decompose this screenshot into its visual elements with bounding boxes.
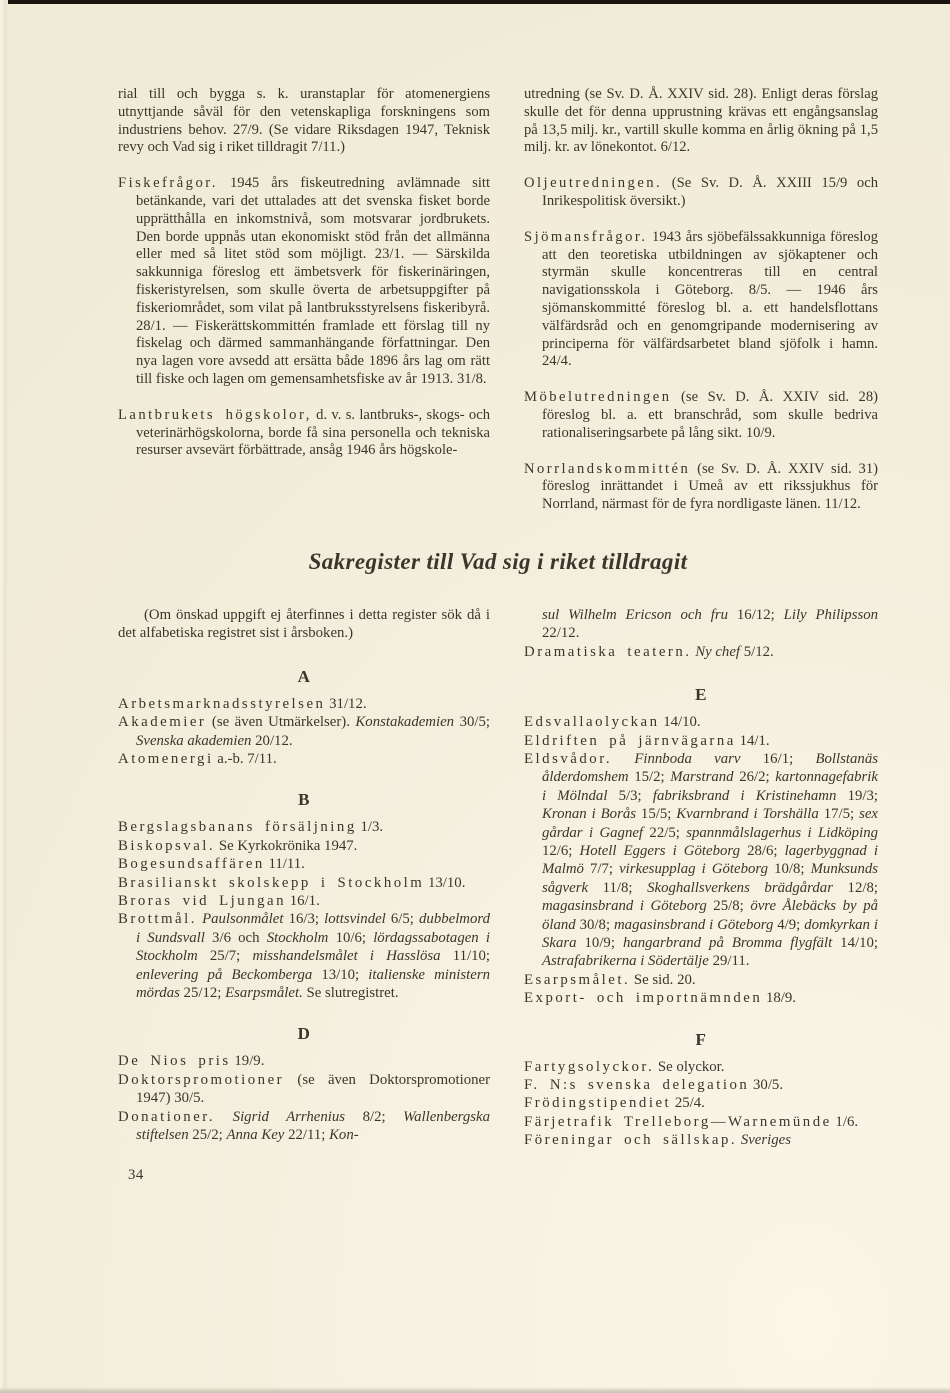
index-entry-dramatiska-teatern: Dramatiska teatern. Ny chef 5/12. (524, 643, 774, 660)
index-entry-eldsvador: Eldsvådor. Finnboda varv 16/1; Bollstanäs ålderdomshem 15/2; Marstrand 26/2; kartonnagefabrik i Mölndal 5/3; fabriksbrand i Kristinehamn 19/3; Kronan i Borås 15/5; Kvarnbrand i Torshälla 17/5; sex gårdar i Gagnef 22/5; spannmålslagerhus i Lidköping 12/6; Hotell Eggers i Göteborg 28/6; lagerbyggnad i Malmö 7/7; virkesupplag i Göteborg 10/8; Munksunds sågverk 11/8; Skoghallsverkens brädgårdar 12/8; magasinsbrand i Göteborg 25/8; övre Ålebäcks by på öland 30/8; magasinsbrand i Göteborg 4/9; domkyrkan i Skara 10/9; hangarbrand på Bromma flygfält 14/10; Astrafabrikerna i Södertälje 29/11. (524, 750, 878, 970)
index-entry-atomenergi: Atomenergi a.-b. 7/11. (118, 750, 277, 767)
index-entry-edsvallaolyckan: Edsvallaolyckan 14/10. (524, 714, 701, 731)
section-letter-d: D (297, 1024, 311, 1044)
index-entry-akademier: Akademier (se även Utmärkelser). Konstakademien 30/5; Svenska akademien 20/12. (118, 714, 490, 749)
continuation-paragraph: utredning (se Sv. D. Å. XXIV sid. 28). Enligt deras förslag skulle det för denna upprustning krävas ett engångsanslag på 13,5 milj. kr., vartill skulle komma en årlig ökning på 1,5 milj. kr. av lönekontot. 6/12. (524, 86, 878, 156)
section-letter-b: B (298, 790, 310, 810)
index-entry-fartygsolyckor: Fartygsolyckor. Se olyckor. (524, 1058, 725, 1075)
index-entry-de-nios-pris: De Nios pris 19/9. (118, 1053, 265, 1070)
index-entry-frodingstipendiet: Frödingstipendiet 25/4. (524, 1095, 705, 1112)
index-entry-doktorspromotioner: Doktorspromotioner (se även Doktorspromotioner 1947) 30/5. (118, 1071, 490, 1107)
index-right-column (524, 606, 878, 1185)
index-entry-biskopsval: Biskopsval. Se Kyrkokrönika 1947. (118, 837, 358, 854)
register-note: (Om önskad uppgift ej återfinnes i detta register sök då i det alfabetiska registret sist i årsboken.) (118, 606, 490, 642)
entry-sjomansfragor: Sjömansfrågor. 1943 års sjöbefälssakkunniga föreslog att den teoretiska utbildningen av sjökaptener och styrmän skulle koncentreras till en central navigationsskola i Göteborg. 8/5. — 1946 års sjömanskommitté föreslog bl. a. ett handelsflottans välfärdsråd och en genomgripande modernisering av principerna för välfärdsarbetet bland sjöfolk i hamn. 24/4. (524, 228, 878, 370)
top-left-column (118, 86, 490, 514)
entry-lantbrukets-hogskolor: Lantbrukets högskolor, d. v. s. lantbruks-, skogs- och veterinärhögskolorna, borde få sina personella och tekniska resurser avsevärt förbättrade, ansåg 1946 års högskole- (118, 406, 490, 459)
register-heading: Sakregister till Vad sig i riket tilldragit (308, 548, 688, 574)
index-entry-fn-svenska-delegation: F. N:s svenska delegation 30/5. (524, 1077, 784, 1094)
index-section (118, 606, 878, 1185)
index-entry-donationer: Donationer. Sigrid Arrhenius 8/2; Wallenbergska stiftelsen 25/2; Anna Key 22/11; Kon- (118, 1108, 491, 1144)
page-top-shadow (8, 0, 950, 4)
entry-mobelutredningen: Möbelutredningen (se Sv. D. Å. XXIV sid. 28) föreslog bl. a. ett branschråd, som skulle bedriva rationaliseringsarbete på lång sikt. 10/9. (524, 389, 878, 441)
index-entry-export-importnamnden: Export- och importnämnden 18/9. (524, 990, 796, 1007)
page-bottom-edge (0, 1387, 950, 1393)
section-letter-e: E (695, 685, 707, 705)
index-entry-esarpsmalet: Esarpsmålet. Se sid. 20. (524, 971, 696, 988)
section-letter-f: F (695, 1029, 707, 1049)
index-entry-bergslagsbanans: Bergslagsbanans försäljning 1/3. (118, 819, 384, 836)
entry-fiskefragor: Fiskefrågor. 1945 års fiskeutredning avlämnade sitt betänkande, vari det uttalades att det svenska fisket borde upprätthålla en inkomstnivå, som motsvarar jordbrukets. Den borde uppnås utan ekonomiskt stöd från det allmänna eller med så litet stöd som möjligt. 23/1. — Särskilda sakkunniga föreslog ett ämbetsverk för fiskerinäringen, fiskeristyrelsen, som skulle överta de arbetsuppgifter på fiskeriområdet, som vilat på lantbruksstyrelsens fiskeribyrå. 28/1. — Fiskerättskommittén framlade ett förslag till ny fiskelag och därmed sammanhängande författningar. Den nya lagen vore avsedd att ersätta både 1896 års lag om rätt till fiske och lagen om gemensamhetsfiske av år 1913. 31/8. (118, 175, 490, 387)
entry-norrlandskommitten: Norrlandskommittén (se Sv. D. Å. XXIV sid. 31) föreslog inrättandet i Umeå av ett rikssjukhus för Norrland, närmast för de fyra nordligaste länen. 11/12. (524, 460, 878, 513)
continuation-paragraph: rial till och bygga s. k. uranstaplar för atomenergiens utnyttjande såväl för den vetenskapliga forskningens som industriens behov. 27/9. (Se vidare Riksdagen 1947, Teknisk revy och Vad sig i riket tilldragit 7/11.) (118, 86, 490, 156)
index-entry-donationer-continuation: sul Wilhelm Ericson och fru 16/12; Lily Philipsson 22/12. (542, 606, 879, 642)
index-entry-bogesundsaffaren: Bogesundsaffären 11/11. (118, 856, 305, 873)
page-content (118, 86, 878, 1185)
index-entry-brasilianskt-skolskepp: Brasilianskt skolskepp i Stockholm 13/10. (118, 874, 466, 891)
index-entry-arbetsmarknadsstyrelsen: Arbetsmarknadsstyrelsen 31/12. (118, 695, 367, 712)
index-entry-farjetrafik: Färjetrafik Trelleborg—Warnemünde 1/6. (524, 1113, 859, 1130)
section-letter-a: A (297, 666, 311, 686)
entry-oljeutredningen: Oljeutredningen. (Se Sv. D. Å. XXIII 15/9 och Inrikespolitisk översikt.) (524, 175, 878, 209)
index-left-column (118, 606, 490, 1185)
index-entry-broras-vid-ljungan: Broras vid Ljungan 16/1. (118, 893, 320, 909)
page-number: 34 (128, 1167, 144, 1184)
index-entry-brottmal: Brottmål. Paulsonmålet 16/3; lottsvindel 6/5; dubbelmord i Sundsvall 3/6 och Stockholm 10/6; lördagssabotagen i Stockholm 25/7; misshandelsmålet i Hasslösa 11/10; enlevering på Beckomberga 13/10; italienske ministern mördas 25/12; Esarpsmålet. Se slutregistret. (118, 911, 490, 1002)
top-section (118, 86, 878, 514)
index-entry-foreningar-sallskap: Föreningar och sällskap. Sveriges (524, 1132, 791, 1149)
index-entry-eldriften: Eldriften på järnvägarna 14/1. (524, 732, 770, 749)
page-left-edge (0, 0, 8, 1393)
top-right-column (524, 86, 878, 514)
